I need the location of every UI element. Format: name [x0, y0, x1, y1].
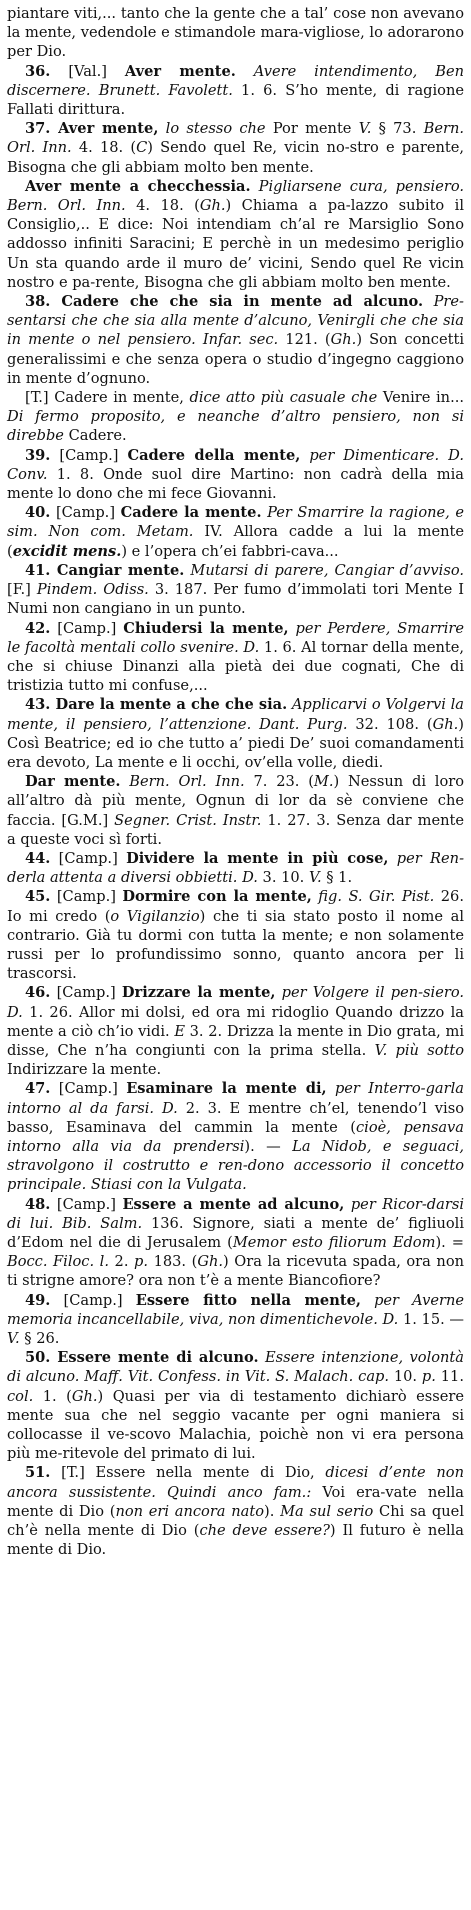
entry-paragraph-p37	[7, 119, 464, 177]
entry-paragraph-p49	[7, 1291, 464, 1349]
body-text: [Camp.]	[50, 984, 122, 1002]
italic-text: Gh.	[71, 1387, 98, 1405]
italic-text: cioè, pensava intorno alla via da prendersi	[7, 1118, 464, 1155]
italic-text: Gh.	[432, 715, 459, 733]
italic-text: Avere intendimento, Ben discernere. Brunett. Favolett.	[7, 62, 465, 99]
body-text: 3. 187. Per fumo d’immolati tori Mente I Numi non cangiano in un punto.	[7, 581, 464, 618]
italic-text: per Perdere, Smarrire le facoltà mentali collo svenire. D.	[7, 619, 464, 656]
italic-text: V.	[358, 120, 372, 138]
italic-text: non eri ancora nato	[115, 1502, 264, 1520]
headword-text: Aver mente.	[124, 62, 236, 80]
headword-text: 45.	[25, 888, 51, 906]
headword-text: Essere a mente ad alcuno,	[122, 1195, 345, 1213]
body-text: [Camp.]	[50, 888, 123, 906]
entry-paragraph-p42	[7, 619, 464, 696]
headword-text: Drizzare la mente,	[121, 984, 276, 1002]
italic-text: per Averne memoria incancellabile, viva, non dimentichevole. D.	[7, 1291, 464, 1328]
italic-text: E	[174, 1022, 185, 1040]
body-text: 7. 23. (	[244, 773, 314, 791]
body-text: 32. 108. (	[347, 715, 433, 733]
body-text: 2. 3. E mentre ch’el, tenendo’l viso basso, Esaminava del cammin la mente (	[7, 1099, 464, 1136]
headword-text: Dividere la mente in più cose,	[126, 849, 389, 867]
body-text: ) e l’opera ch’ei fabbri-cava...	[121, 542, 339, 560]
body-text: ) che ti sia stato posto il nome al contrario. Già tu dormi con tutta la mente; e non solamente russi per lo profundissimo sonno, quanto ancora per li trascorsi.	[7, 907, 464, 983]
headword-text: Essere fitto nella mente,	[135, 1291, 361, 1309]
body-text: ). —	[244, 1137, 293, 1155]
body-text: 3. 2. Drizza la mente in Dio grata, mi disse, Che n’ha congiunti con la prima stella.	[7, 1022, 465, 1059]
body-text: § 73.	[371, 120, 424, 138]
headword-text: 44.	[25, 849, 51, 867]
body-text: Cadere.	[63, 427, 127, 445]
body-text: [Camp.]	[50, 446, 128, 464]
body-text: ) Nessun di loro all’altro dà più mente, Ognun di lor da sè conviene che faccia. [G.M.]	[7, 773, 464, 829]
italic-text: Pindem. Odiss.	[36, 581, 149, 599]
italic-text: Memor esto filiorum Edom	[232, 1234, 436, 1251]
body-text: 1. 27. 3. Senza dar mente a queste voci sì forti.	[7, 811, 464, 848]
body-text: excidit mens.	[12, 542, 122, 560]
headword-text: 43. Dare la mente a che che sia.	[25, 696, 288, 714]
body-text: 1. 6. Al tornar della mente, che si chiuse Dinanzi alla pietà dei due cognati, Che di tristizia tutto mi confuse,...	[7, 638, 465, 695]
body-text: 26. Io mi credo (	[7, 888, 464, 925]
body-text: [Val.]	[50, 62, 125, 80]
headword-text: Dormire con la mente,	[122, 888, 312, 906]
body-text: Indirizzare la mente.	[7, 1061, 162, 1079]
italic-text: Gh.	[197, 1253, 224, 1271]
entry-paragraph-p37b	[7, 177, 464, 292]
italic-text: dice atto più casuale che	[183, 389, 378, 407]
italic-text: Bern. Orl. Inn.	[120, 773, 245, 791]
italic-text: Essere intenzione, volontà di alcuno. Maff. Vit. Confess. in Vit. S. Malach. cap.	[7, 1349, 465, 1386]
headword-text: Cadere la mente.	[120, 504, 262, 522]
body-text: 4. 18. (	[71, 139, 137, 157]
headword-text: 42.	[25, 619, 51, 637]
body-text: § 1.	[321, 869, 353, 887]
body-text: Chi sa quel ch’è nella mente di Dio (	[7, 1502, 464, 1540]
entry-paragraph-p43	[7, 695, 464, 772]
italic-text: La Nidob, e seguaci, stravolgono il costrutto e ren-dono accessorio il concetto principale. Stiasi con la Vulgata.	[7, 1137, 464, 1194]
italic-text: per Interro-garla intorno al da farsi. D.	[7, 1080, 464, 1117]
italic-text: fig. S. Gir. Pist.	[311, 888, 435, 906]
headword-text: 47.	[25, 1080, 51, 1098]
italic-text: p.	[134, 1253, 149, 1271]
italic-text: Ma sul serio	[280, 1502, 374, 1520]
italic-text: Per Smarrire la ragione, e sim. Non com. Metam.	[7, 504, 464, 541]
headword-text: Chiudersi la mente,	[123, 619, 289, 637]
body-text: ) Sendo quel Re, vicin no-stro e parente, Bisogna che gli abbiam molto ben mente.	[7, 139, 464, 176]
headword-text: 49.	[25, 1291, 51, 1309]
entry-paragraph-p38	[7, 292, 464, 388]
body-text: Por mente	[265, 120, 359, 138]
italic-text: M.	[313, 773, 334, 791]
entry-paragraph-p0	[7, 4, 464, 62]
body-text: ). =	[435, 1234, 464, 1251]
body-text: piantare viti,... tanto che la gente che a tal’ cose non avevano la mente, vedendole e stimandole mara-vigliose, lo adorarono per Dio.	[7, 5, 464, 61]
italic-text: Gh.	[199, 197, 226, 215]
body-text: 1. 8. Onde suol dire Martino: non cadrà della mia mente lo dono che mi fece Giovanni.	[7, 465, 464, 503]
entry-paragraph-p48	[7, 1195, 464, 1291]
body-text: [Camp.]	[50, 1080, 127, 1098]
body-text: 183. (	[148, 1253, 198, 1271]
italic-text: o Vigilanzio	[110, 907, 200, 925]
entry-paragraph-p39	[7, 446, 464, 504]
body-text: 11.	[435, 1368, 464, 1386]
body-text: 1. 15. —	[398, 1310, 464, 1328]
headword-text: 37. Aver mente,	[25, 120, 159, 138]
headword-text: 48.	[25, 1195, 51, 1213]
body-text: 1. 26. Allor mi dolsi, ed ora mi ridoglio Quando drizzo la mente a ciò ch’io vidi.	[7, 1003, 464, 1040]
body-text: ) Chiama a pa-lazzo subito il Consiglio,.. E dice: Noi intendiam ch’al re Marsiglio Sono addosso infiniti Saracini; E perchè in un medesimo periglio Un sta quando arde il muro de’ vicini, Sendo quel Re vicin nostro e pa-rente, Bisogna che gli abbiam molto ben mente.	[7, 197, 464, 291]
body-text: § 26.	[19, 1330, 60, 1348]
italic-text: V.	[7, 1330, 20, 1348]
body-text: IV. Allora cadde a lui la mente (	[7, 523, 464, 560]
body-text: 10.	[389, 1368, 422, 1386]
body-text: [T.] Cadere in mente,	[25, 389, 184, 407]
italic-text: V.	[308, 869, 322, 887]
body-text: 136. Signore, siati a mente de’ figliuoli d’Edom nel die di Jerusalem (	[7, 1214, 464, 1251]
body-text: [Camp.]	[50, 1195, 123, 1213]
italic-text: Pre-sentarsi che che sia alla mente d’alcuno, Venirgli che che sia in mente o nel pensiero. Infar. sec.	[7, 293, 464, 349]
italic-text: lo stesso che	[158, 120, 266, 138]
entry-paragraph-p40	[7, 503, 464, 561]
headword-text: Dar mente.	[25, 773, 121, 791]
body-text: [F.]	[7, 581, 37, 599]
italic-text: per Ren-derla attenta a diversi obbietti. D.	[7, 849, 465, 887]
italic-text: Di fermo proposito, e neanche d’altro pensiero, non si direbbe	[7, 408, 464, 445]
entry-paragraph-p41	[7, 561, 464, 619]
italic-text: col.	[7, 1387, 34, 1405]
italic-text: Pigliarsene cura, pensiero. Bern. Orl. Inn.	[7, 177, 464, 215]
headword-text: 41. Cangiar mente.	[25, 561, 185, 579]
headword-text: 46.	[25, 984, 51, 1002]
italic-text: V. più sotto	[374, 1041, 464, 1059]
body-text: Venire in...	[377, 389, 464, 407]
body-text: 2.	[108, 1253, 135, 1271]
headword-text: Cadere della mente,	[127, 446, 301, 464]
entry-paragraph-p43b	[7, 772, 464, 849]
entry-paragraph-p50	[7, 1348, 464, 1463]
entry-paragraph-p36	[7, 62, 464, 120]
body-text: [Camp.]	[50, 1291, 136, 1309]
italic-text: Gh.	[330, 331, 357, 349]
italic-text: Bern. Orl. Inn.	[7, 120, 464, 157]
body-text: 1. 6. S’ho mente, di ragione Fallati dirittura.	[7, 81, 464, 119]
headword-text: 51.	[25, 1464, 51, 1482]
italic-text: per Volgere il pen-siero. D.	[7, 984, 464, 1021]
italic-text: Applicarvi o Volgervi la mente, il pensiero, l’attenzione. Dant. Purg.	[7, 696, 464, 733]
body-text: Voi era-vate nella mente di Dio (	[7, 1483, 464, 1520]
headword-text: 40.	[25, 504, 51, 522]
entry-paragraph-p44	[7, 849, 464, 887]
italic-text: Mutarsi di parere, Cangiar d’avviso.	[184, 561, 464, 579]
entry-paragraph-p38b	[7, 388, 464, 446]
body-text: 3. 10.	[257, 869, 309, 887]
italic-text: che deve essere?	[199, 1522, 330, 1540]
headword-text: 36.	[25, 62, 51, 80]
headword-text: Aver mente a checchessia.	[25, 177, 251, 195]
entry-paragraph-p45	[7, 887, 464, 983]
italic-text: p.	[421, 1368, 436, 1386]
body-text: ).	[264, 1502, 281, 1520]
italic-text: per Dimenticare. D. Conv.	[7, 446, 464, 483]
body-text: [Camp.]	[50, 849, 127, 867]
body-text: ) Quasi per via di testamento dichiarò essere mente sua che nel seggio vacante per ogni maniera si collocasse il ve-scovo Malachia, poichè non vi era persona più me-ritevole del primato di lui.	[7, 1387, 464, 1463]
italic-text: Segner. Crist. Instr.	[114, 811, 262, 829]
headword-text: 50. Essere mente di alcuno.	[25, 1349, 259, 1367]
body-text: [T.] Essere nella mente di Dio,	[50, 1464, 315, 1482]
headword-text: 39.	[25, 446, 51, 464]
entry-paragraph-p51	[7, 1463, 464, 1559]
body-text: 1. (	[33, 1387, 72, 1405]
entry-paragraph-p47	[7, 1079, 464, 1194]
entry-paragraph-p46	[7, 983, 464, 1079]
italic-text: dicesi d’ente non ancora sussistente. Quindi anco fam.:	[7, 1464, 464, 1501]
italic-text: C	[136, 139, 148, 157]
body-text: ) Così Beatrice; ed io che tutto a’ piedi De’ suoi comandamenti era devoto, La mente e li occhi, ov’ella volle, diedi.	[7, 715, 464, 771]
body-text: 121. (	[278, 331, 331, 349]
body-text: [Camp.]	[50, 504, 121, 522]
body-text: 4. 18. (	[125, 197, 200, 215]
body-text: [Camp.]	[50, 619, 124, 637]
body-text: ) Ora la ricevuta spada, ora non ti strigne amore? ora non t’è a mente Biancofiore?	[7, 1253, 465, 1290]
italic-text: per Ricor-darsi di lui. Bib. Salm.	[7, 1195, 464, 1232]
body-text: ) Il futuro è nella mente di Dio.	[7, 1522, 464, 1559]
headword-text: Esaminare la mente di,	[126, 1080, 327, 1098]
body-text: ) Son concetti generalissimi e che senza opera o studio d’ingegno caggiono in mente d’ognuno.	[7, 331, 465, 387]
italic-text: Bocc. Filoc. l.	[7, 1253, 109, 1271]
headword-text: 38. Cadere che che sia in mente ad alcuno.	[25, 293, 424, 311]
